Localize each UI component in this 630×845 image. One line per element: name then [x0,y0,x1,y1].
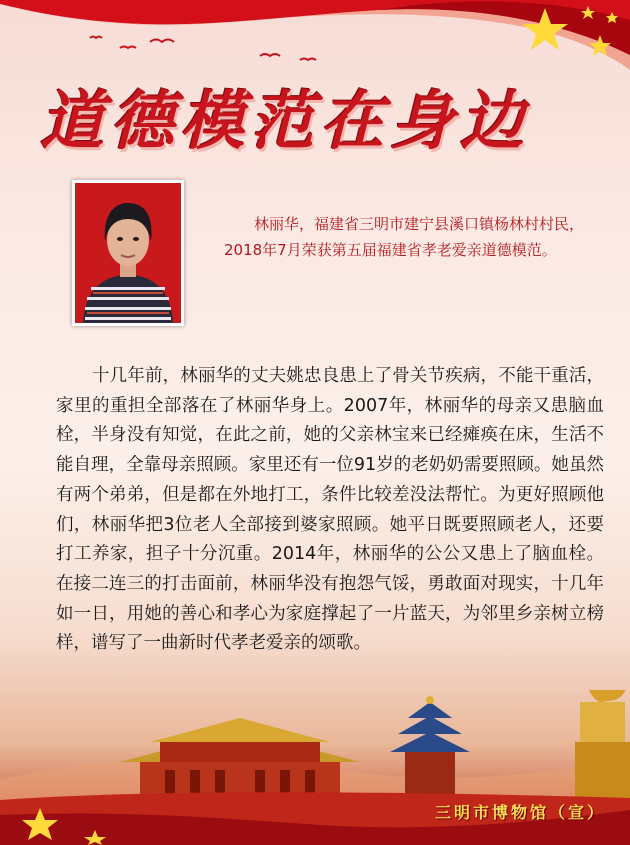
portrait-frame [72,180,184,326]
poster-title: 道德模范在身边 [40,84,530,159]
publisher-credit: 三明市博物馆（宣） [434,803,606,822]
story-text: 十几年前，林丽华的丈夫姚忠良患上了骨关节疾病，不能干重活，家里的重担全部落在了林丽华身上。2007年，林丽华的母亲又患脑血栓，半身没有知觉，在此之前，她的父亲林宝来已经瘫痪在床，生活不能自理，全靠母亲照顾。家里还有一位91岁的老奶奶需要照顾。她虽然有两个弟弟，但是都在外地打工，条件比较差没法帮忙。为更好照顾他们，林丽华把3位老人全部接到婆家照顾。她平日既要照顾老人，还要打工养家，担子十分沉重。2014年，林丽华的公公又患上了脑血栓。在接二连三的打击面前，林丽华没有抱怨气馁，勇敢面对现实，十几年如一日，用她的善心和孝心为家庭撑起了一片蓝天，为邻里乡亲树立榜样，谱写了一曲新时代孝老爱亲的颂歌。 [56,366,604,654]
palace-icon [120,718,360,800]
flying-bird-icon [90,37,316,61]
portrait-photo [75,183,181,323]
stone-lion-icon [575,690,630,802]
bio-text: 林丽华，福建省三明市建宁县溪口镇杨林村村民，2018年7月荣获第五届福建省孝老爱亲道德模范。 [224,215,585,259]
